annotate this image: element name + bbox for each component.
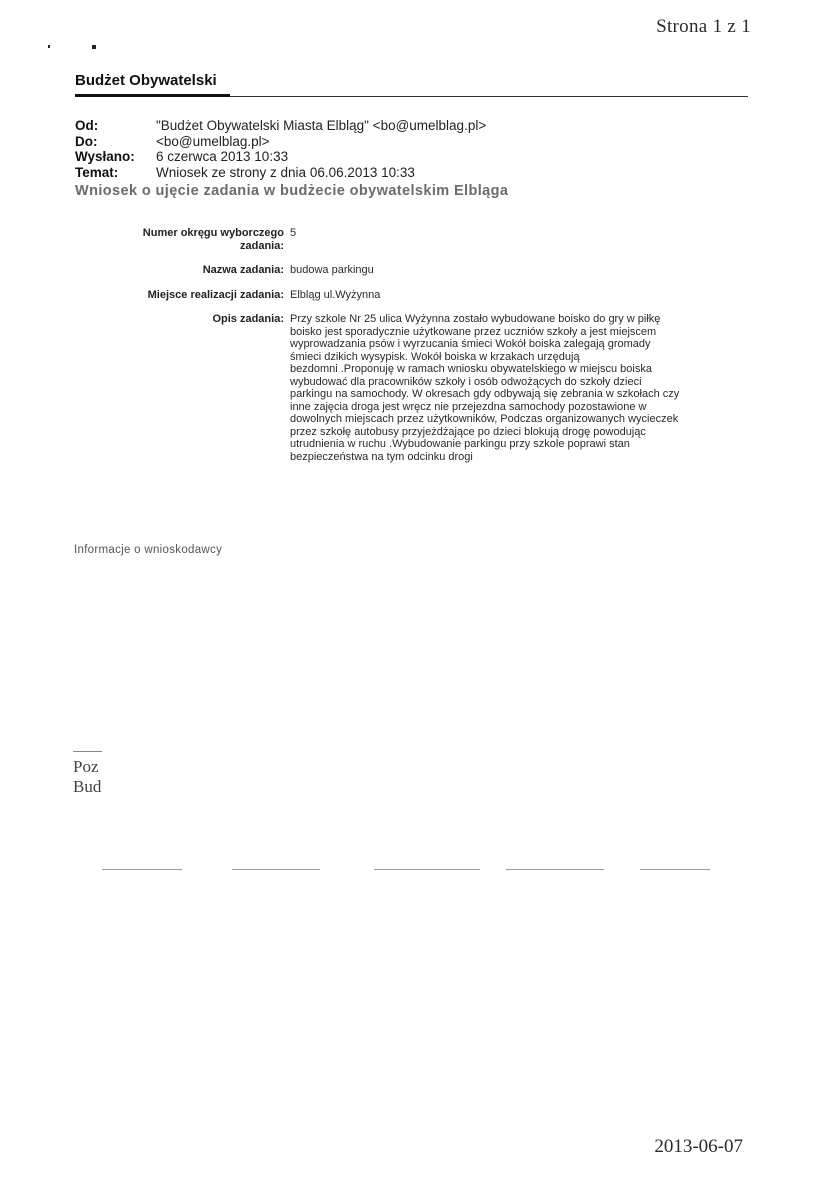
description-line: parkingu na samochody. W okresach gdy odbywają się zebrania w szkołach czy	[290, 388, 680, 400]
task-name-label: Nazwa zadania:	[202, 264, 284, 276]
to-row	[75, 134, 486, 150]
description-line: Przy szkole Nr 25 ulica Wyżynna zostało wybudowane boisko do gry w piłkę	[290, 313, 661, 325]
divider-rule	[374, 869, 480, 870]
description-line: wybudować dla pracowników szkoły i osób odwożących do szkoły dzieci	[290, 375, 642, 388]
subject-value: Wniosek ze strony z dnia 06.06.2013 10:33	[156, 164, 415, 180]
task-name-value: budowa parkingu	[290, 264, 374, 276]
scan-speck	[92, 45, 96, 49]
header-rule	[75, 94, 230, 97]
description-line: boisko jest sporadycznie użytkowane przez uczniów szkoły a jest miejscem	[290, 325, 657, 338]
divider-rule	[232, 869, 320, 870]
description-line: bezpieczeństwa na tym odcinku drogi	[290, 450, 473, 463]
description-line: wyprowadzania psów i wyrzucania śmieci Wokół boiska zalegają gromady	[290, 338, 651, 350]
text-fragment: Bud	[73, 777, 102, 796]
to-label: Do:	[75, 133, 98, 149]
text-fragment: Poz	[73, 757, 99, 776]
sent-label: Wysłano:	[75, 149, 135, 164]
fragment-rule	[73, 751, 102, 752]
application-form	[120, 227, 740, 475]
district-row	[120, 227, 740, 252]
divider-rule	[102, 869, 182, 870]
application-heading: Wniosek o ujęcie zadania w budżecie obywatelskim Elbląga	[75, 183, 509, 199]
subject-label: Temat:	[75, 164, 119, 180]
sent-row	[75, 149, 486, 165]
location-label: Miejsce realizacji zadania:	[147, 288, 284, 301]
from-value: "Budżet Obywatelski Miasta Elbląg" <bo@umelblag.pl>	[156, 118, 487, 133]
description-line: śmieci dzikich wysypisk. Wokół boiska w krzakach urzędują	[290, 350, 580, 363]
district-label-line: Numer okręgu wyborczego	[142, 227, 284, 239]
description-line: bezdomni .Proponuję w ramach wniosku obywatelskiego w miejscu boiska	[290, 363, 652, 375]
description-value	[290, 313, 720, 463]
subject-row	[75, 165, 486, 181]
location-row	[120, 289, 740, 302]
from-label: Od:	[75, 118, 99, 133]
email-metadata	[75, 118, 486, 180]
divider-rule	[506, 869, 604, 870]
to-value: <bo@umelblag.pl>	[156, 133, 270, 149]
district-value: 5	[290, 227, 297, 239]
description-label: Opis zadania:	[212, 313, 284, 325]
page-number: Strona 1 z 1	[656, 16, 751, 37]
task-name-row	[120, 264, 740, 277]
scan-speck	[48, 45, 50, 48]
description-line: przez szkołę autobusy przyjeżdżające po dzieci blokują drogę powodując	[290, 425, 646, 438]
from-row	[75, 118, 486, 134]
description-line: utrudnienia w ruchu .Wybudowanie parkingu przy szkole poprawi stan	[290, 438, 630, 450]
district-label-line: zadania:	[239, 239, 284, 252]
applicant-info-heading: Informacje o wnioskodawcy	[74, 544, 223, 556]
location-value: Elbląg ul.Wyżynna	[290, 288, 381, 301]
description-line: dowolnych miejscach przez użytkowników, Podczas organizowanych wycieczek	[290, 413, 679, 425]
description-line: inne zajęcia droga jest wręcz nie przejezdna samochody pozostawione w	[290, 400, 647, 413]
divider-rule	[640, 869, 710, 870]
sent-value: 6 czerwca 2013 10:33	[156, 149, 289, 164]
district-label	[120, 227, 290, 252]
date-stamp: 2013-06-07	[654, 1136, 743, 1157]
document-header-title: Budżet Obywatelski	[75, 72, 217, 89]
description-row	[120, 313, 740, 463]
header-rule	[230, 96, 748, 97]
